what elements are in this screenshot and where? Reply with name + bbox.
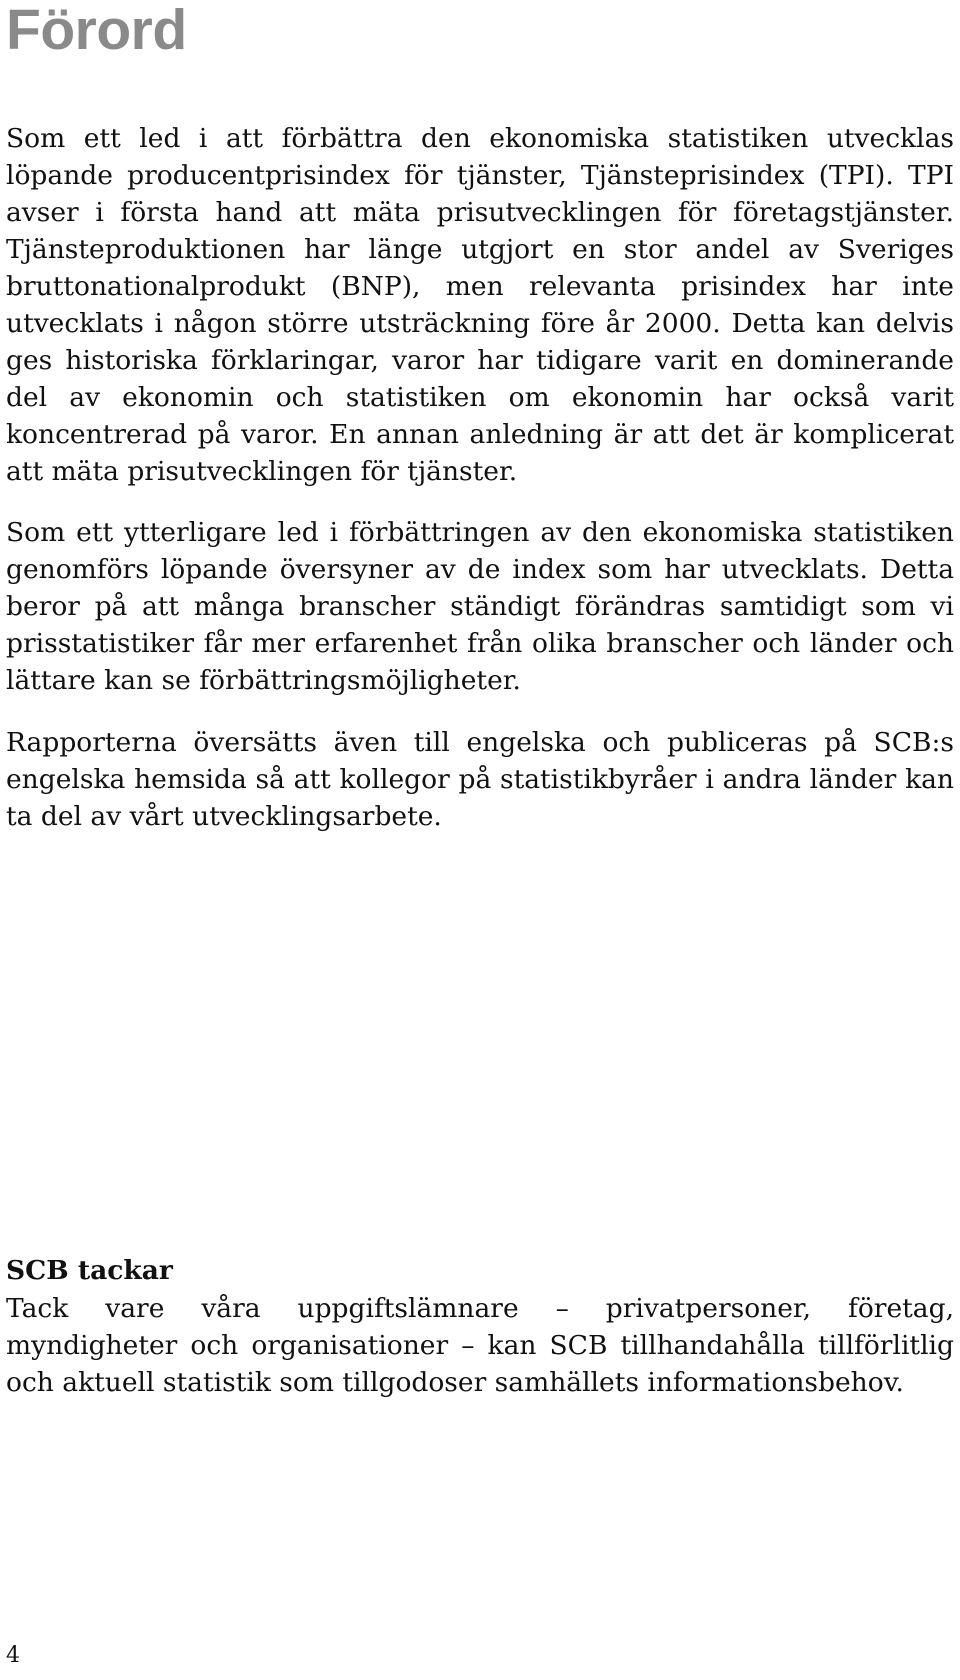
thanks-heading: SCB tackar [6, 1255, 173, 1286]
paragraph-intro: Som ett led i att förbättra den ekonomiska statistiken utvecklas löpande producentprisindex för tjänster, Tjänsteprisindex (TPI). TPI avser i första hand att mäta prisutvecklingen för företagstjänster. Tjänsteproduktionen har länge utgjort en stor andel av Sveriges bruttonationalprodukt (BNP), men relevanta prisindex har inte utvecklats i någon större utsträckning före år 2000. Detta kan delvis ges historiska förklaringar, varor har tidigare varit en dominerande del av ekonomin och statistiken om ekonomin har också varit koncentrerad på varor. En annan anledning är att det är komplicerat att mäta prisutvecklingen för tjänster. [6, 123, 954, 487]
paragraph-translation: Rapporterna översätts även till engelska och publiceras på SCB:s engelska hemsida så att kollegor på statistikbyråer i andra länder kan ta del av vårt utvecklingsarbete. [6, 727, 954, 832]
thanks-paragraph: Tack vare våra uppgiftslämnare – privatpersoner, företag, myndigheter och organisationer – kan SCB tillhandahålla tillförlitlig och aktuell statistik som tillgodoser samhällets informationsbehov. [6, 1293, 954, 1398]
paragraph-review: Som ett ytterligare led i förbättringen av den ekonomiska statistiken genomförs löpande översyner av de index som har utvecklats. Detta beror på att många branscher ständigt förändras samtidigt som vi prisstatistiker får mer erfarenhet från olika branscher och länder och lättare kan se förbättringsmöjligheter. [6, 517, 954, 696]
page-title: Förord [6, 0, 187, 62]
page-number: 4 [6, 1643, 20, 1668]
